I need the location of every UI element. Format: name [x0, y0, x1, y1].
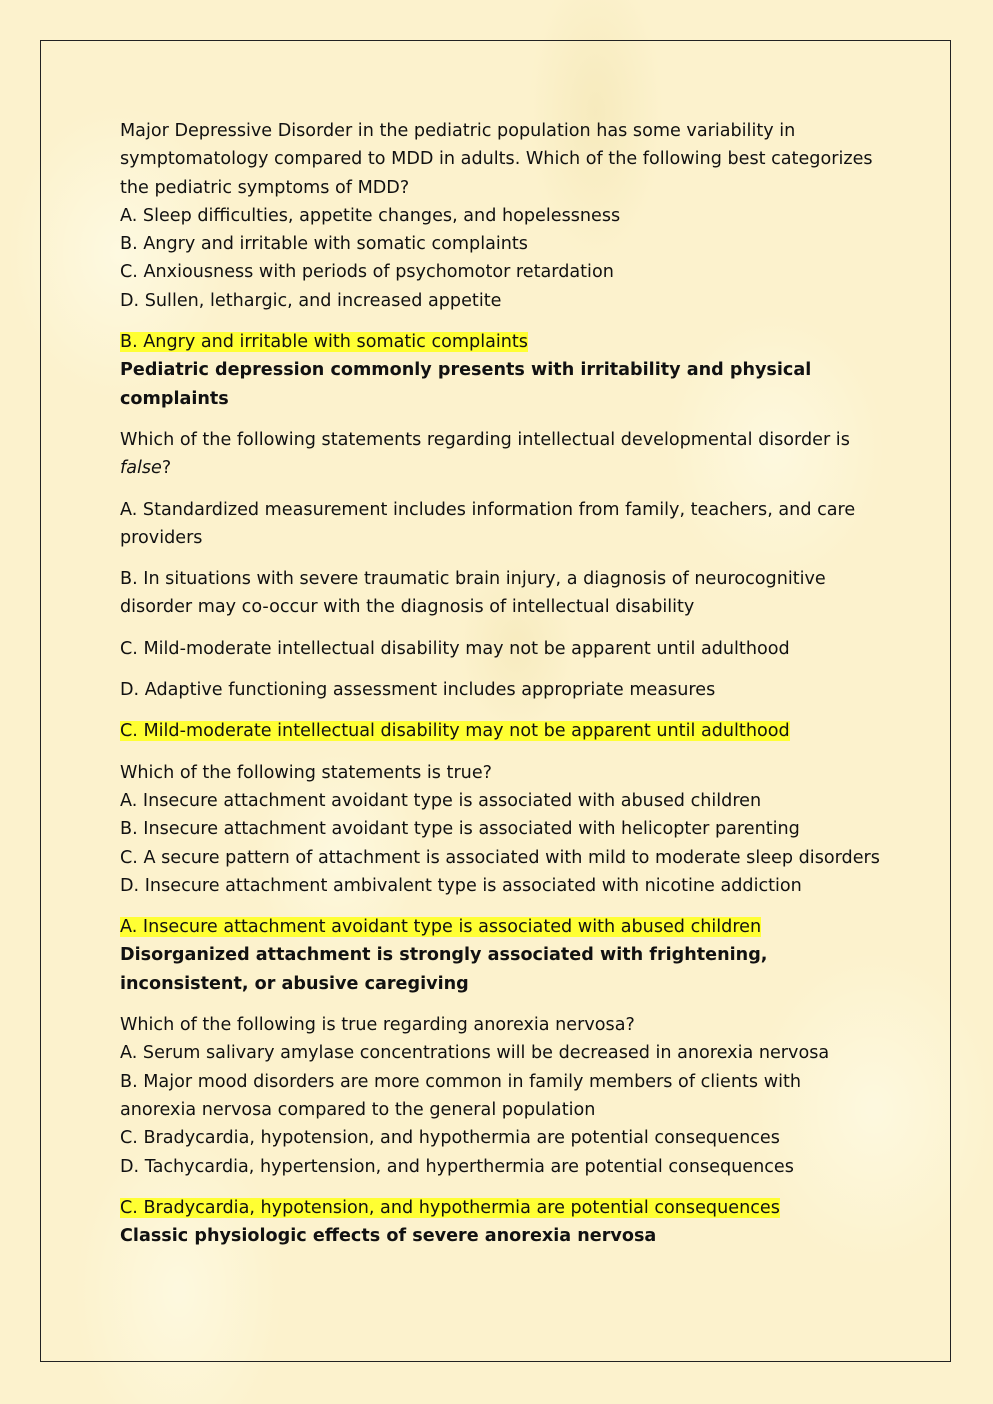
- question-1-answer: B. Angry and irritable with somatic complaints: [120, 332, 528, 353]
- question-3-option-c: C. A secure pattern of attachment is associated with mild to moderate sleep disorders: [120, 847, 880, 868]
- question-1-stem: Major Depressive Disorder in the pediatric population has some variability in symptomatology compared to MDD in adults. Which of the following best categorizes the pediatric symptoms of MDD?: [120, 121, 873, 198]
- question-3-stem: Which of the following statements is true?: [120, 762, 492, 783]
- question-4-option-b: B. Major mood disorders are more common in family members of clients with anorexia nervosa compared to the general population: [120, 1071, 802, 1120]
- question-4-answer: C. Bradycardia, hypotension, and hypothermia are potential consequences: [120, 1197, 780, 1218]
- question-2-stem-emphasis: false: [120, 458, 162, 479]
- question-2-option-b: B. In situations with severe traumatic brain injury, a diagnosis of neurocognitive disorder may co-occur with the diagnosis of intellectual disability: [120, 569, 826, 618]
- question-2-option-d: D. Adaptive functioning assessment includes appropriate measures: [120, 680, 716, 701]
- question-1-option-d: D. Sullen, lethargic, and increased appetite: [120, 290, 502, 311]
- question-3-option-a: A. Insecure attachment avoidant type is associated with abused children: [120, 790, 762, 811]
- question-3-option-b: B. Insecure attachment avoidant type is associated with helicopter parenting: [120, 819, 800, 840]
- question-1: [120, 117, 880, 413]
- question-1-option-a: A. Sleep difficulties, appetite changes, and hopelessness: [120, 205, 621, 226]
- question-2-answer: C. Mild-moderate intellectual disability may not be apparent until adulthood: [120, 721, 790, 742]
- question-3: [120, 759, 880, 998]
- question-1-option-b: B. Angry and irritable with somatic complaints: [120, 234, 528, 255]
- question-2-option-c: C. Mild-moderate intellectual disability may not be apparent until adulthood: [120, 638, 790, 659]
- question-4-option-d: D. Tachycardia, hypertension, and hyperthermia are potential consequences: [120, 1156, 794, 1177]
- question-2-stem: Which of the following statements regarding intellectual developmental disorder is false?: [120, 429, 850, 479]
- document-body: [120, 117, 880, 1250]
- question-3-rationale: Disorganized attachment is strongly associated with frightening, inconsistent, or abusive caregiving: [120, 945, 768, 994]
- question-4-rationale: Classic physiologic effects of severe anorexia nervosa: [120, 1226, 657, 1247]
- question-4: [120, 1011, 880, 1250]
- question-1-rationale: Pediatric depression commonly presents with irritability and physical complaints: [120, 360, 812, 409]
- question-3-option-d: D. Insecure attachment ambivalent type is associated with nicotine addiction: [120, 875, 802, 896]
- question-2: [120, 426, 880, 746]
- question-4-option-a: A. Serum salivary amylase concentrations will be decreased in anorexia nervosa: [120, 1043, 830, 1064]
- question-1-option-c: C. Anxiousness with periods of psychomotor retardation: [120, 262, 614, 283]
- question-4-stem: Which of the following is true regarding anorexia nervosa?: [120, 1015, 635, 1036]
- question-2-option-a: A. Standardized measurement includes information from family, teachers, and care providers: [120, 499, 856, 548]
- question-4-option-c: C. Bradycardia, hypotension, and hypothermia are potential consequences: [120, 1128, 780, 1149]
- question-3-answer: A. Insecure attachment avoidant type is associated with abused children: [120, 917, 762, 938]
